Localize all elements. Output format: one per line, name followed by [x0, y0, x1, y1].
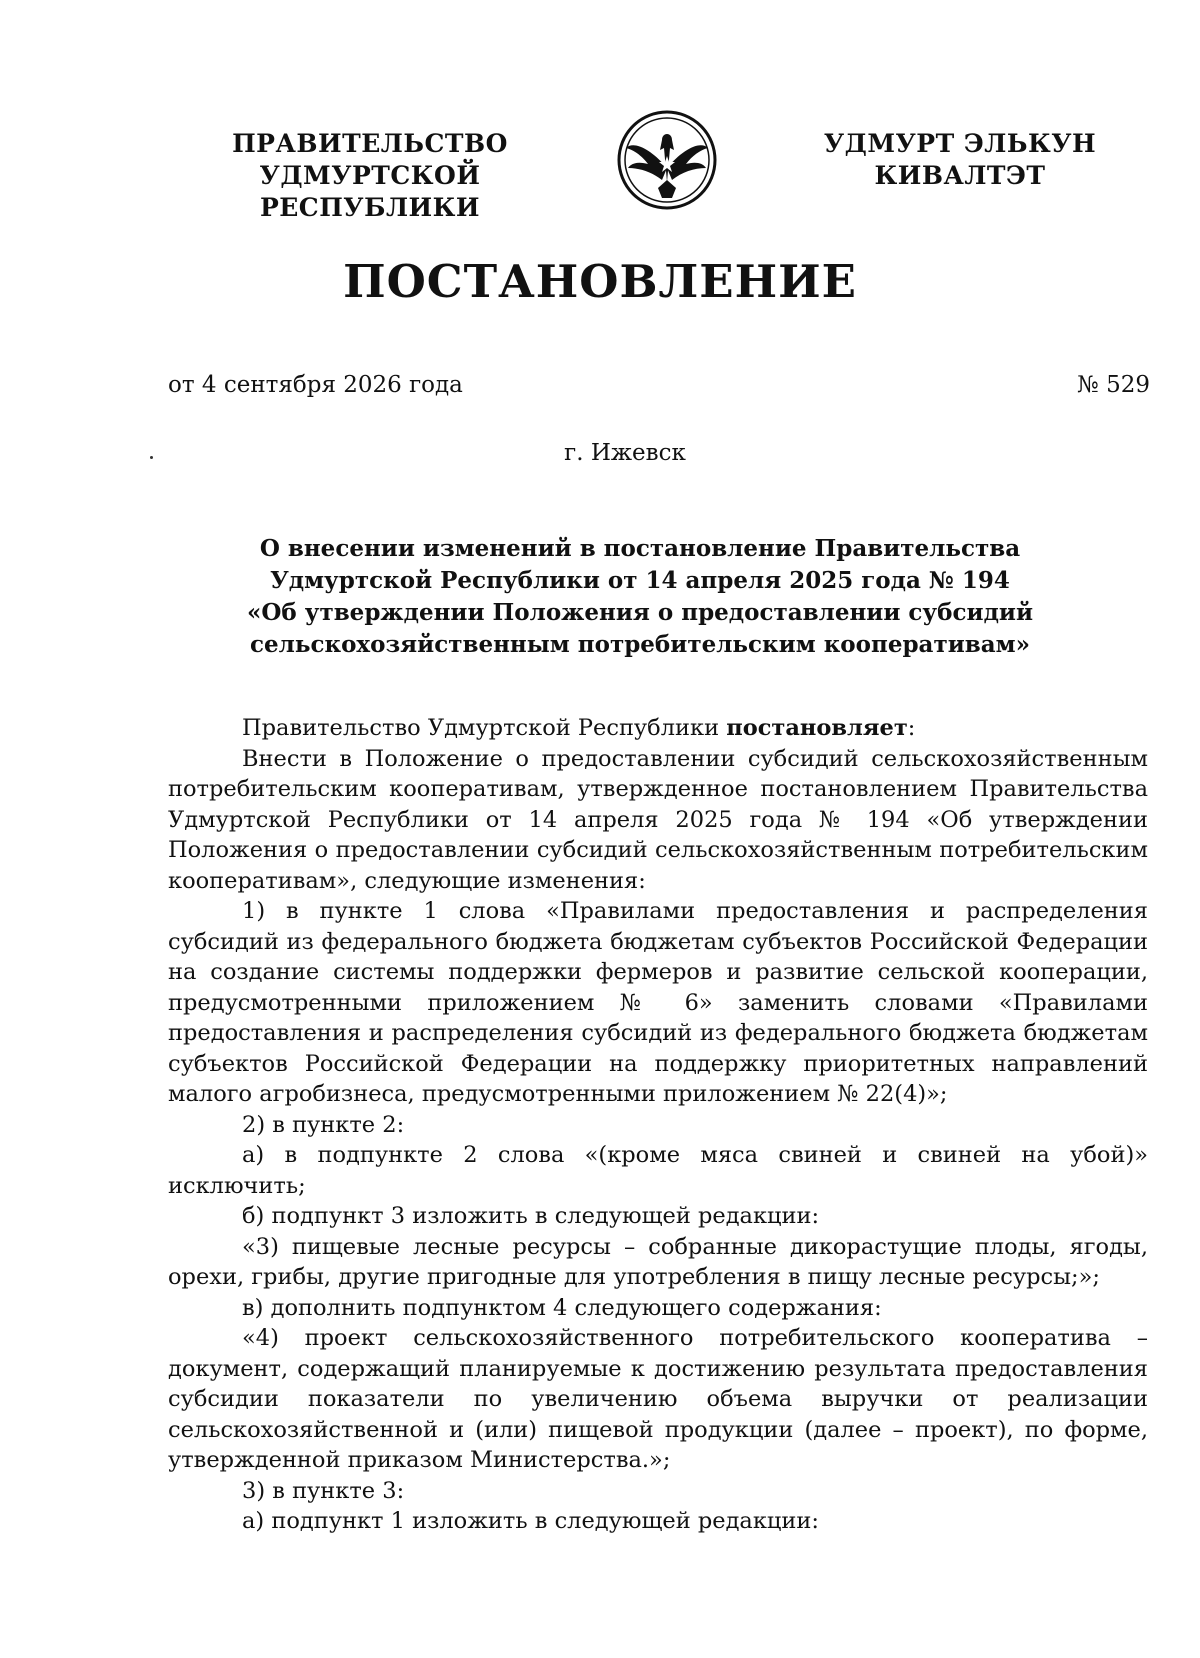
intro-text: Правительство Удмуртской Республики	[242, 715, 727, 741]
intro-colon: :	[907, 715, 916, 741]
body-paragraph: а) подпункт 1 изложить в следующей редакции:	[242, 1508, 819, 1534]
body-paragraph: 3) в пункте 3:	[242, 1477, 405, 1504]
document-city: г. Ижевск	[564, 440, 686, 466]
document-date: от 4 сентября 2026 года	[168, 372, 463, 398]
udmurt-coat-of-arms-icon	[612, 110, 722, 210]
document-title-line: «Об утверждении Положения о предоставлении субсидий	[246, 599, 1034, 626]
document-title	[200, 533, 1080, 661]
government-name-udmurt-line-2: КИВАЛТЭТ	[874, 161, 1046, 190]
document-number: № 529	[1077, 372, 1150, 398]
body-paragraph: б) подпункт 3 изложить в следующей редакции:	[242, 1203, 820, 1229]
document-type-heading: ПОСТАНОВЛЕНИЕ	[343, 255, 857, 308]
government-name-russian	[160, 128, 580, 224]
body-paragraph: «3) пищевые лесные ресурсы – собранные дикорастущие плоды, ягоды, орехи, грибы, другие пригодные для употребления в пищу лесные ресурсы;»;	[168, 1233, 1148, 1290]
government-name-line-2: УДМУРТСКОЙ РЕСПУБЛИКИ	[259, 161, 481, 222]
body-paragraph: а) в подпункте 2 слова «(кроме мяса свиней и свиней на убой)» исключить;	[168, 1142, 1148, 1199]
document-title-line: Удмуртской Республики от 14 апреля 2025 года № 194	[270, 567, 1010, 594]
intro-bold-verb: постановляет	[726, 715, 908, 741]
document-title-line: сельскохозяйственным потребительским кооперативам»	[250, 631, 1030, 658]
body-paragraph: в) дополнить подпунктом 4 следующего содержания:	[242, 1294, 882, 1321]
document-body	[168, 713, 1148, 1537]
body-paragraph: 1) в пункте 1 слова «Правилами предоставления и распределения субсидий из федерального бюджета бюджетам субъектов Российской Федерации на создание системы поддержки фермеров и развитие сельской кооперации, предусмотренными приложением № 6» заменить словами «Правилами предоставления и распределения субсидий из федерального бюджета бюджетам субъектов Российской Федерации на поддержку приоритетных направлений малого агробизнеса, предусмотренными приложением № 22(4)»;	[168, 898, 1148, 1107]
document-title-line: О внесении изменений в постановление Правительства	[259, 535, 1021, 562]
government-name-udmurt-line-1: УДМУРТ ЭЛЬКУН	[823, 129, 1097, 158]
government-name-line-1: ПРАВИТЕЛЬСТВО	[232, 129, 508, 158]
government-name-udmurt	[800, 128, 1120, 192]
intro-paragraph	[168, 713, 1148, 744]
body-paragraph: «4) проект сельскохозяйственного потребительского кооператива – документ, содержащий планируемые к достижению результата предоставления субсидии показатели по увеличению объема выручки от реализации сельскохозяйственной и (или) пищевой продукции (далее – проект), по форме, утвержденной приказом Министерства.»;	[168, 1325, 1148, 1473]
body-paragraph: 2) в пункте 2:	[242, 1111, 405, 1138]
body-paragraph: Внести в Положение о предоставлении субсидий сельскохозяйственным потребительским кооперативам, утвержденное постановлением Правительства Удмуртской Республики от 14 апреля 2025 года № 194 «Об утверждении Положения о предоставлении субсидий сельскохозяйственным потребительским кооперативам», следующие изменения:	[168, 745, 1148, 894]
